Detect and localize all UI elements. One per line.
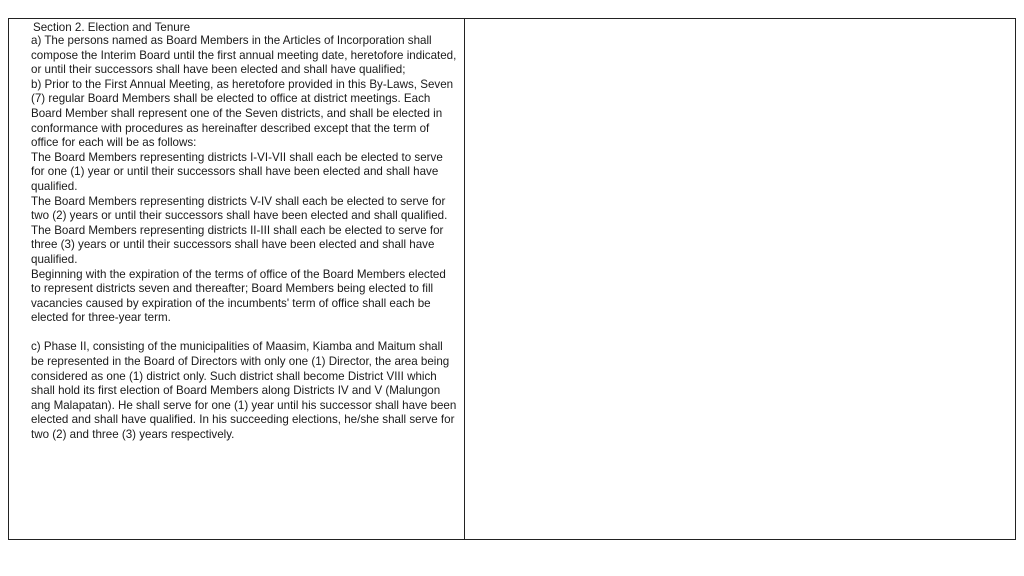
paragraph-b: b) Prior to the First Annual Meeting, as heretofore provided in this By-Laws, Seven (7) regular Board Members shall be elected to office at district meetings. Each Board Member shall represent one of the Seven districts, and shall be elected in conformance with procedures as hereinafter described except that the term of office for each will be as follows: [31, 77, 454, 150]
paragraph-a: a) The persons named as Board Members in the Articles of Incorporation shall compose the Interim Board until the first annual meeting date, heretofore indicated, or until their successors shall have been elected and shall have qualified; [31, 34, 457, 77]
paragraph-districts-2-3: The Board Members representing districts II-III shall each be elected to serve for three (3) years or until their successors shall have been elected and shall have qualified. [31, 223, 444, 266]
document-table [8, 18, 1016, 540]
paragraph-districts-5-4: The Board Members representing districts V-IV shall each be elected to serve for two (2) years or until their successors shall have been elected and shall qualified. [31, 194, 448, 223]
paragraph-c: c) Phase II, consisting of the municipalities of Maasim, Kiamba and Maitum shall be represented in the Board of Directors with only one (1) Director, the area being considered as one (1) district only. Such district shall become District VIII which shall hold its first election of Board Members along Districts IV and V (Malungon ang Malapatan). He shall serve for one (1) year until his successor shall have been elected and shall have qualified. In his succeeding elections, he/she shall serve for two (2) and three (3) years respectively. [31, 340, 457, 442]
paragraph-districts-1-6-7: The Board Members representing districts I-VI-VII shall each be elected to serve for one (1) year or until their successors shall have been elected and shall have qualified. [31, 150, 443, 193]
table-cell-left [9, 19, 465, 539]
table-cell-right [465, 19, 1015, 539]
section-heading: Section 2. Election and Tenure [33, 21, 191, 34]
paragraph-spacer [32, 326, 458, 341]
paragraph-expiration: Beginning with the expiration of the terms of office of the Board Members elected to represent districts seven and thereafter; Board Members being elected to fill vacancies caused by expiration of the incumbents' term of office shall each be elected for three-year term. [31, 267, 446, 325]
